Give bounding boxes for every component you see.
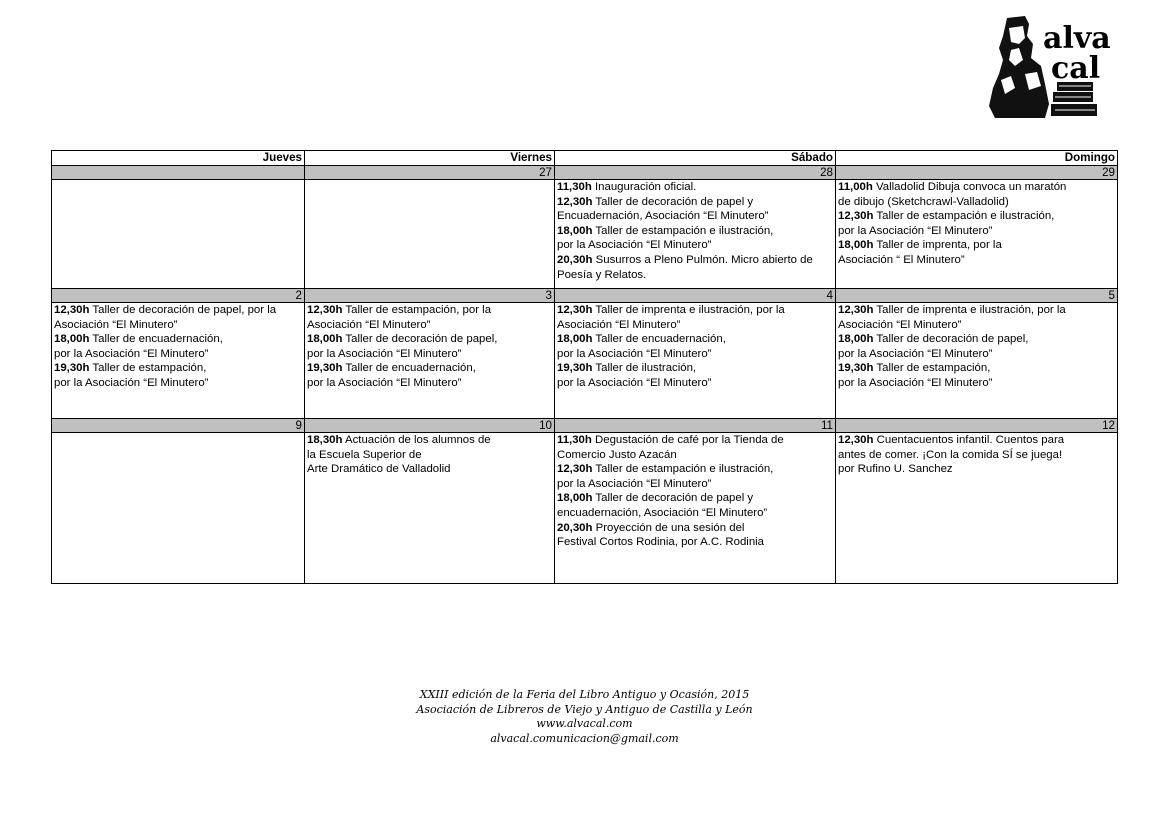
event-time: 18,00h [557,333,593,346]
event-item [838,332,1115,361]
event-item [557,332,833,361]
date-number: 27 [305,166,555,180]
day-events-cell [305,303,555,419]
footer [0,688,1169,746]
event-description: Inauguración oficial. [591,181,697,193]
date-number: 2 [52,289,305,303]
date-number: 28 [555,166,836,180]
event-item [557,253,833,282]
event-item [557,521,833,550]
event-item [557,491,833,520]
event-description: Taller de estampación e ilustración, por la Asociación “El Minutero” [557,463,774,490]
event-time: 11,30h [557,434,592,446]
date-number: 5 [836,289,1118,303]
logo-text-line1: alva [1043,21,1110,56]
event-description: Taller de decoración de papel, por la Asociación “El Minutero” [307,333,498,360]
event-item [307,361,552,390]
alvacal-logo [985,14,1110,120]
day-header-jueves: Jueves [52,151,305,166]
day-events-cell [305,180,555,289]
event-item [557,361,833,390]
event-item [838,209,1115,238]
event-item [557,433,833,462]
event-item [307,303,552,332]
event-time: 20,30h [557,521,593,534]
event-item [557,195,833,224]
day-header-domingo: Domingo [836,151,1118,166]
event-item [838,303,1115,332]
event-description: Taller de estampación e ilustración, por la Asociación “El Minutero” [838,210,1055,237]
day-events-cell [555,303,836,419]
event-description: Taller de imprenta, por la Asociación “ El Minutero” [838,239,1002,266]
date-number-row [52,166,1118,180]
event-time: 18,00h [838,239,874,252]
event-time: 12,30h [557,195,593,208]
calendar-body [52,166,1118,584]
event-item [54,303,302,332]
event-item [557,224,833,253]
event-time: 18,00h [307,333,343,346]
event-description: Taller de ilustración, por la Asociación “El Minutero” [557,362,712,389]
event-description: Taller de encuadernación, por la Asociación “El Minutero” [307,362,476,389]
event-description: Taller de decoración de papel, por la Asociación “El Minutero” [54,304,277,331]
event-description: Taller de encuadernación, por la Asociación “El Minutero” [557,333,726,360]
event-time: 20,30h [557,253,593,266]
event-item [54,332,302,361]
event-item [557,462,833,491]
event-item [838,180,1115,209]
event-item [838,361,1115,390]
event-description: Taller de decoración de papel, por la Asociación “El Minutero” [838,333,1029,360]
event-description: Cuentacuentos infantil. Cuentos para antes de comer. ¡Con la comida SÍ se juega! por Rufino U. Sanchez [838,434,1065,476]
day-events-cell [52,303,305,419]
event-description: Taller de imprenta e ilustración, por la Asociación “El Minutero” [557,304,785,331]
event-time: 12,30h [838,304,874,316]
event-description: Taller de estampación, por la Asociación “El Minutero” [54,362,209,389]
day-events-cell [555,433,836,584]
calendar-table [51,150,1118,584]
date-number: 9 [52,419,305,433]
event-description: Taller de estampación, por la Asociación “El Minutero” [838,362,993,389]
event-description: Taller de decoración de papel y encuadernación, Asociación “El Minutero” [557,492,768,519]
event-description: Taller de encuadernación, por la Asociación “El Minutero” [54,333,223,360]
event-item [307,433,552,477]
event-description: Taller de imprenta e ilustración, por la Asociación “El Minutero” [838,304,1066,331]
day-events-cell [52,433,305,584]
event-description: Taller de estampación e ilustración, por la Asociación “El Minutero” [557,224,774,252]
day-events-cell [305,433,555,584]
event-description: Degustación de café por la Tienda de Comercio Justo Azacán [557,434,784,461]
day-events-cell [52,180,305,289]
logo-text-line2: cal [1051,51,1101,86]
footer-association: Asociación de Libreros de Viejo y Antiguo de Castilla y León [416,702,753,716]
day-events-cell [836,433,1118,584]
date-number-row [52,289,1118,303]
event-time: 12,30h [838,210,874,223]
event-time: 12,30h [557,463,593,476]
date-number: 29 [836,166,1118,180]
event-time: 19,30h [557,362,593,375]
day-header-viernes: Viernes [305,151,555,166]
date-number: 12 [836,419,1118,433]
day-header-row [52,151,1118,166]
events-row [52,180,1118,289]
footer-edition: XXIII edición de la Feria del Libro Antiguo y Ocasión, 2015 [419,688,750,701]
event-time: 11,00h [838,181,873,193]
event-item [307,332,552,361]
event-time: 12,30h [838,434,874,446]
event-description: Taller de decoración de papel y Encuadernación, Asociación “El Minutero” [557,195,769,223]
event-item [838,433,1115,477]
day-header-sabado: Sábado [555,151,836,166]
event-time: 12,30h [557,304,593,316]
events-row [52,303,1118,419]
event-item [838,238,1115,267]
event-description: Proyección de una sesión del Festival Cortos Rodinia, por A.C. Rodinia [557,521,765,549]
day-events-cell [836,303,1118,419]
date-number [52,166,305,180]
event-time: 19,30h [54,362,90,375]
event-time: 18,00h [557,224,593,237]
event-time: 18,30h [307,434,343,446]
event-time: 12,30h [54,304,90,316]
event-time: 18,00h [54,333,90,346]
footer-website[interactable]: www.alvacal.com [536,717,633,730]
event-description: Taller de estampación, por la Asociación “El Minutero” [307,304,492,331]
event-item [54,361,302,390]
event-time: 11,30h [557,181,592,193]
date-number-row [52,419,1118,433]
bookseller-figure-icon [985,14,1110,120]
date-number: 3 [305,289,555,303]
date-number: 4 [555,289,836,303]
event-time: 12,30h [307,304,343,316]
event-description: Valladolid Dibuja convoca un maratón de dibujo (Sketchcrawl-Valladolid) [838,181,1067,208]
footer-email[interactable]: alvacal.comunicacion@gmail.com [490,731,679,745]
event-item [557,180,833,195]
day-events-cell [555,180,836,289]
event-time: 18,00h [838,333,874,346]
event-description: Actuación de los alumnos de la Escuela Superior de Arte Dramático de Valladolid [307,434,491,476]
event-time: 19,30h [838,362,874,375]
day-events-cell [836,180,1118,289]
date-number: 10 [305,419,555,433]
event-item [557,303,833,332]
date-number: 11 [555,419,836,433]
event-description: Susurros a Pleno Pulmón. Micro abierto de Poesía y Relatos. [557,253,813,281]
event-time: 19,30h [307,362,343,375]
events-row [52,433,1118,584]
event-time: 18,00h [557,492,593,505]
